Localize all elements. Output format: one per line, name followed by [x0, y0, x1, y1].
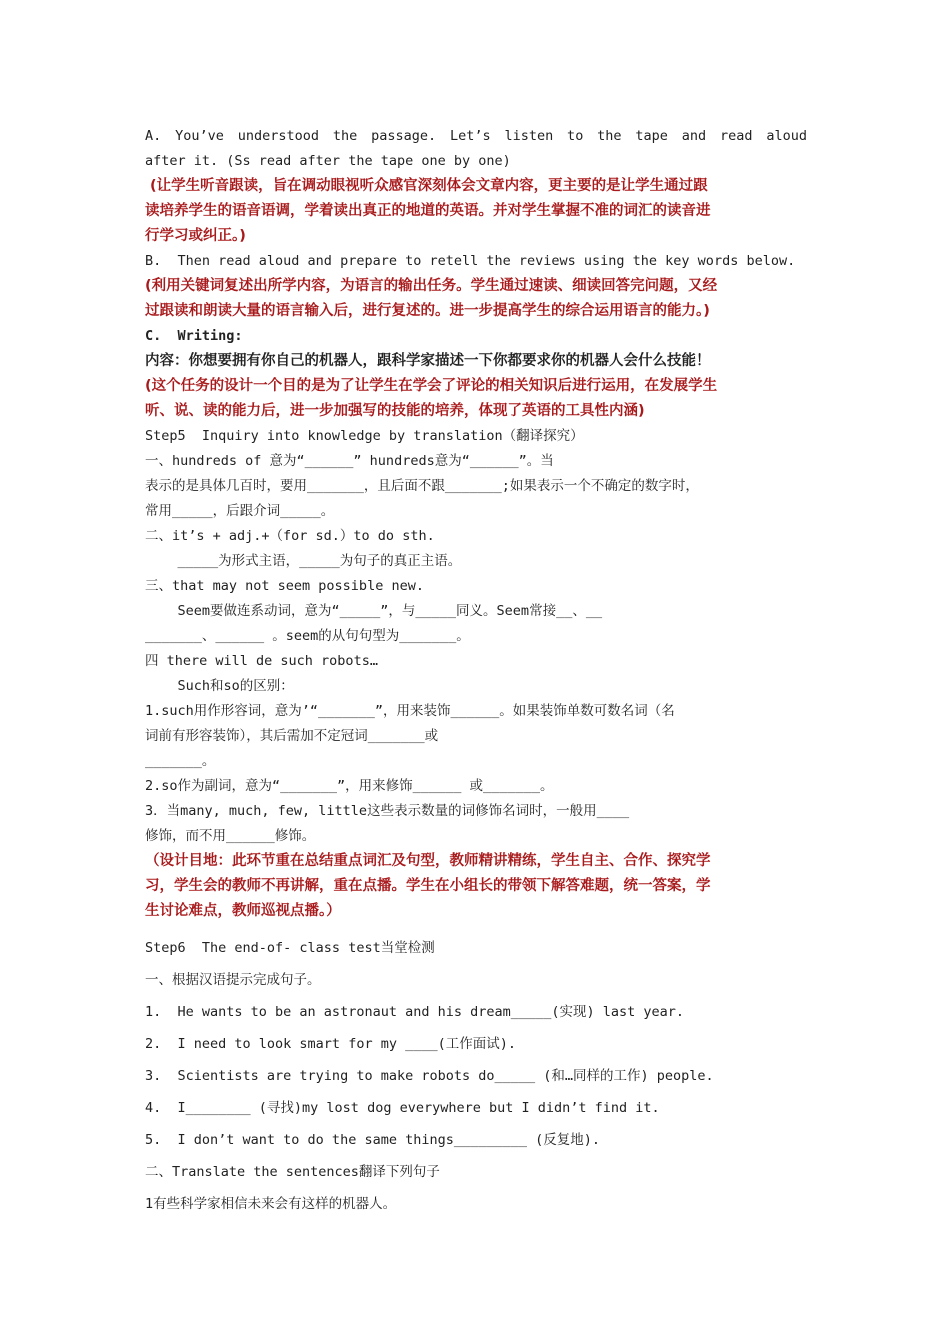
step6-subtitle-1: 一、根据汉语提示完成句子。	[145, 972, 321, 988]
step5-line-14: 2.so作为副词，意为“_______”，用来修饰______ 或_______。	[145, 778, 554, 794]
step5-line-4: 二、it’s + adj.+（for sd.）to do sth.	[145, 528, 435, 544]
step4-a-note-1: (让学生听音跟读，旨在调动眼视听众感官深刻体会文章内容，更主要的是让学生通过跟	[145, 178, 708, 194]
step6-item-3: 3. Scientists are trying to make robots do_____ (和…同样的工作) people.	[145, 1068, 714, 1084]
step6-title: Step6 The end-of- class test当堂检测	[145, 940, 435, 956]
step5-note-1: （设计目地：此环节重在总结重点词汇及句型，教师精讲精练，学生自主、合作、探究学	[145, 853, 711, 869]
step5-line-10: Such和so的区别：	[145, 678, 294, 694]
step5-line-9: 四 there will de such robots…	[145, 653, 378, 669]
step4-c-note-2: 听、说、读的能力后，进一步加强写的技能的培养，体现了英语的工具性内涵)	[145, 403, 645, 419]
step6-subtitle-2: 二、Translate the sentences翻译下列句子	[145, 1164, 440, 1180]
step5-line-8: _______、______ 。seem的从句句型为_______。	[145, 628, 470, 644]
step5-line-3: 常用_____，后跟介词_____。	[145, 503, 335, 519]
step4-c-title: C. Writing:	[145, 328, 243, 344]
step5-line-13: _______。	[145, 753, 216, 769]
document-page	[145, 124, 807, 1220]
step4-b-line: B. Then read aloud and prepare to retell the reviews using the key words below.	[145, 253, 796, 269]
step5-line-15: 3．当many, much, few, little这些表示数量的词修饰名词时，一般用____	[145, 803, 630, 819]
step5-line-12: 词前有形容装饰），其后需加不定冠词_______或	[145, 728, 439, 744]
step4-a-note-3: 行学习或纠正。)	[145, 228, 246, 244]
step4-b-note-2: 过跟读和朗读大量的语言输入后，进行复述的。进一步提高学生的综合运用语言的能力。)	[145, 303, 710, 319]
step5-note-2: 习，学生会的教师不再讲解，重在点播。学生在小组长的带领下解答难题，统一答案，学	[145, 878, 711, 894]
step5-title: Step5 Inquiry into knowledge by translation（翻译探究）	[145, 428, 584, 444]
step6-item-4: 4. I________ (寻找)my lost dog everywhere but I didn’t find it.	[145, 1100, 660, 1116]
step5-line-16: 修饰，而不用______修饰。	[145, 828, 316, 844]
step4-a-line-2: after it. (Ss read after the tape one by one)	[145, 153, 511, 169]
step4-a-line-1: A. You’ve understood the passage. Let’s listen to the tape and read aloud	[145, 128, 807, 144]
step5-line-2: 表示的是具体几百时，要用_______，且后面不跟_______;如果表示一个不确定的数字时，	[145, 478, 699, 494]
step5-line-5: _____为形式主语，_____为句子的真正主语。	[145, 553, 462, 569]
step5-line-11: 1.such用作形容词，意为’“_______”，用来装饰______。如果装饰单数可数名词（名	[145, 703, 675, 719]
step5-line-1: 一、hundreds of 意为“______” hundreds意为“______”。当	[145, 453, 554, 469]
step4-c-note-1: (这个任务的设计一个目的是为了让学生在学会了评论的相关知识后进行运用，在发展学生	[145, 378, 718, 394]
step6-item-1: 1. He wants to be an astronaut and his dream_____(实现) last year.	[145, 1004, 685, 1020]
step4-c-content: 内容：你想要拥有你自己的机器人，跟科学家描述一下你都要求你的机器人会什么技能！	[145, 353, 711, 369]
step6-item-2: 2. I need to look smart for my ____(工作面试).	[145, 1036, 516, 1052]
step4-b-note-1: (利用关键词复述出所学内容，为语言的输出任务。学生通过速读、细读回答完问题，又经	[145, 278, 718, 294]
step5-note-3: 生讨论难点，教师巡视点播。）	[145, 903, 341, 919]
step4-a-note-2: 读培养学生的语音语调，学着读出真正的地道的英语。并对学生掌握不准的词汇的读音进	[145, 203, 711, 219]
step5-line-7: Seem要做连系动词，意为“_____”，与_____同义。Seem常接__、__	[145, 603, 603, 619]
step5-line-6: 三、that may not seem possible new.	[145, 578, 424, 594]
step6-translation-1: 1有些科学家相信未来会有这样的机器人。	[145, 1196, 397, 1212]
step6-item-5: 5. I don’t want to do the same things_________ (反复地).	[145, 1132, 601, 1148]
